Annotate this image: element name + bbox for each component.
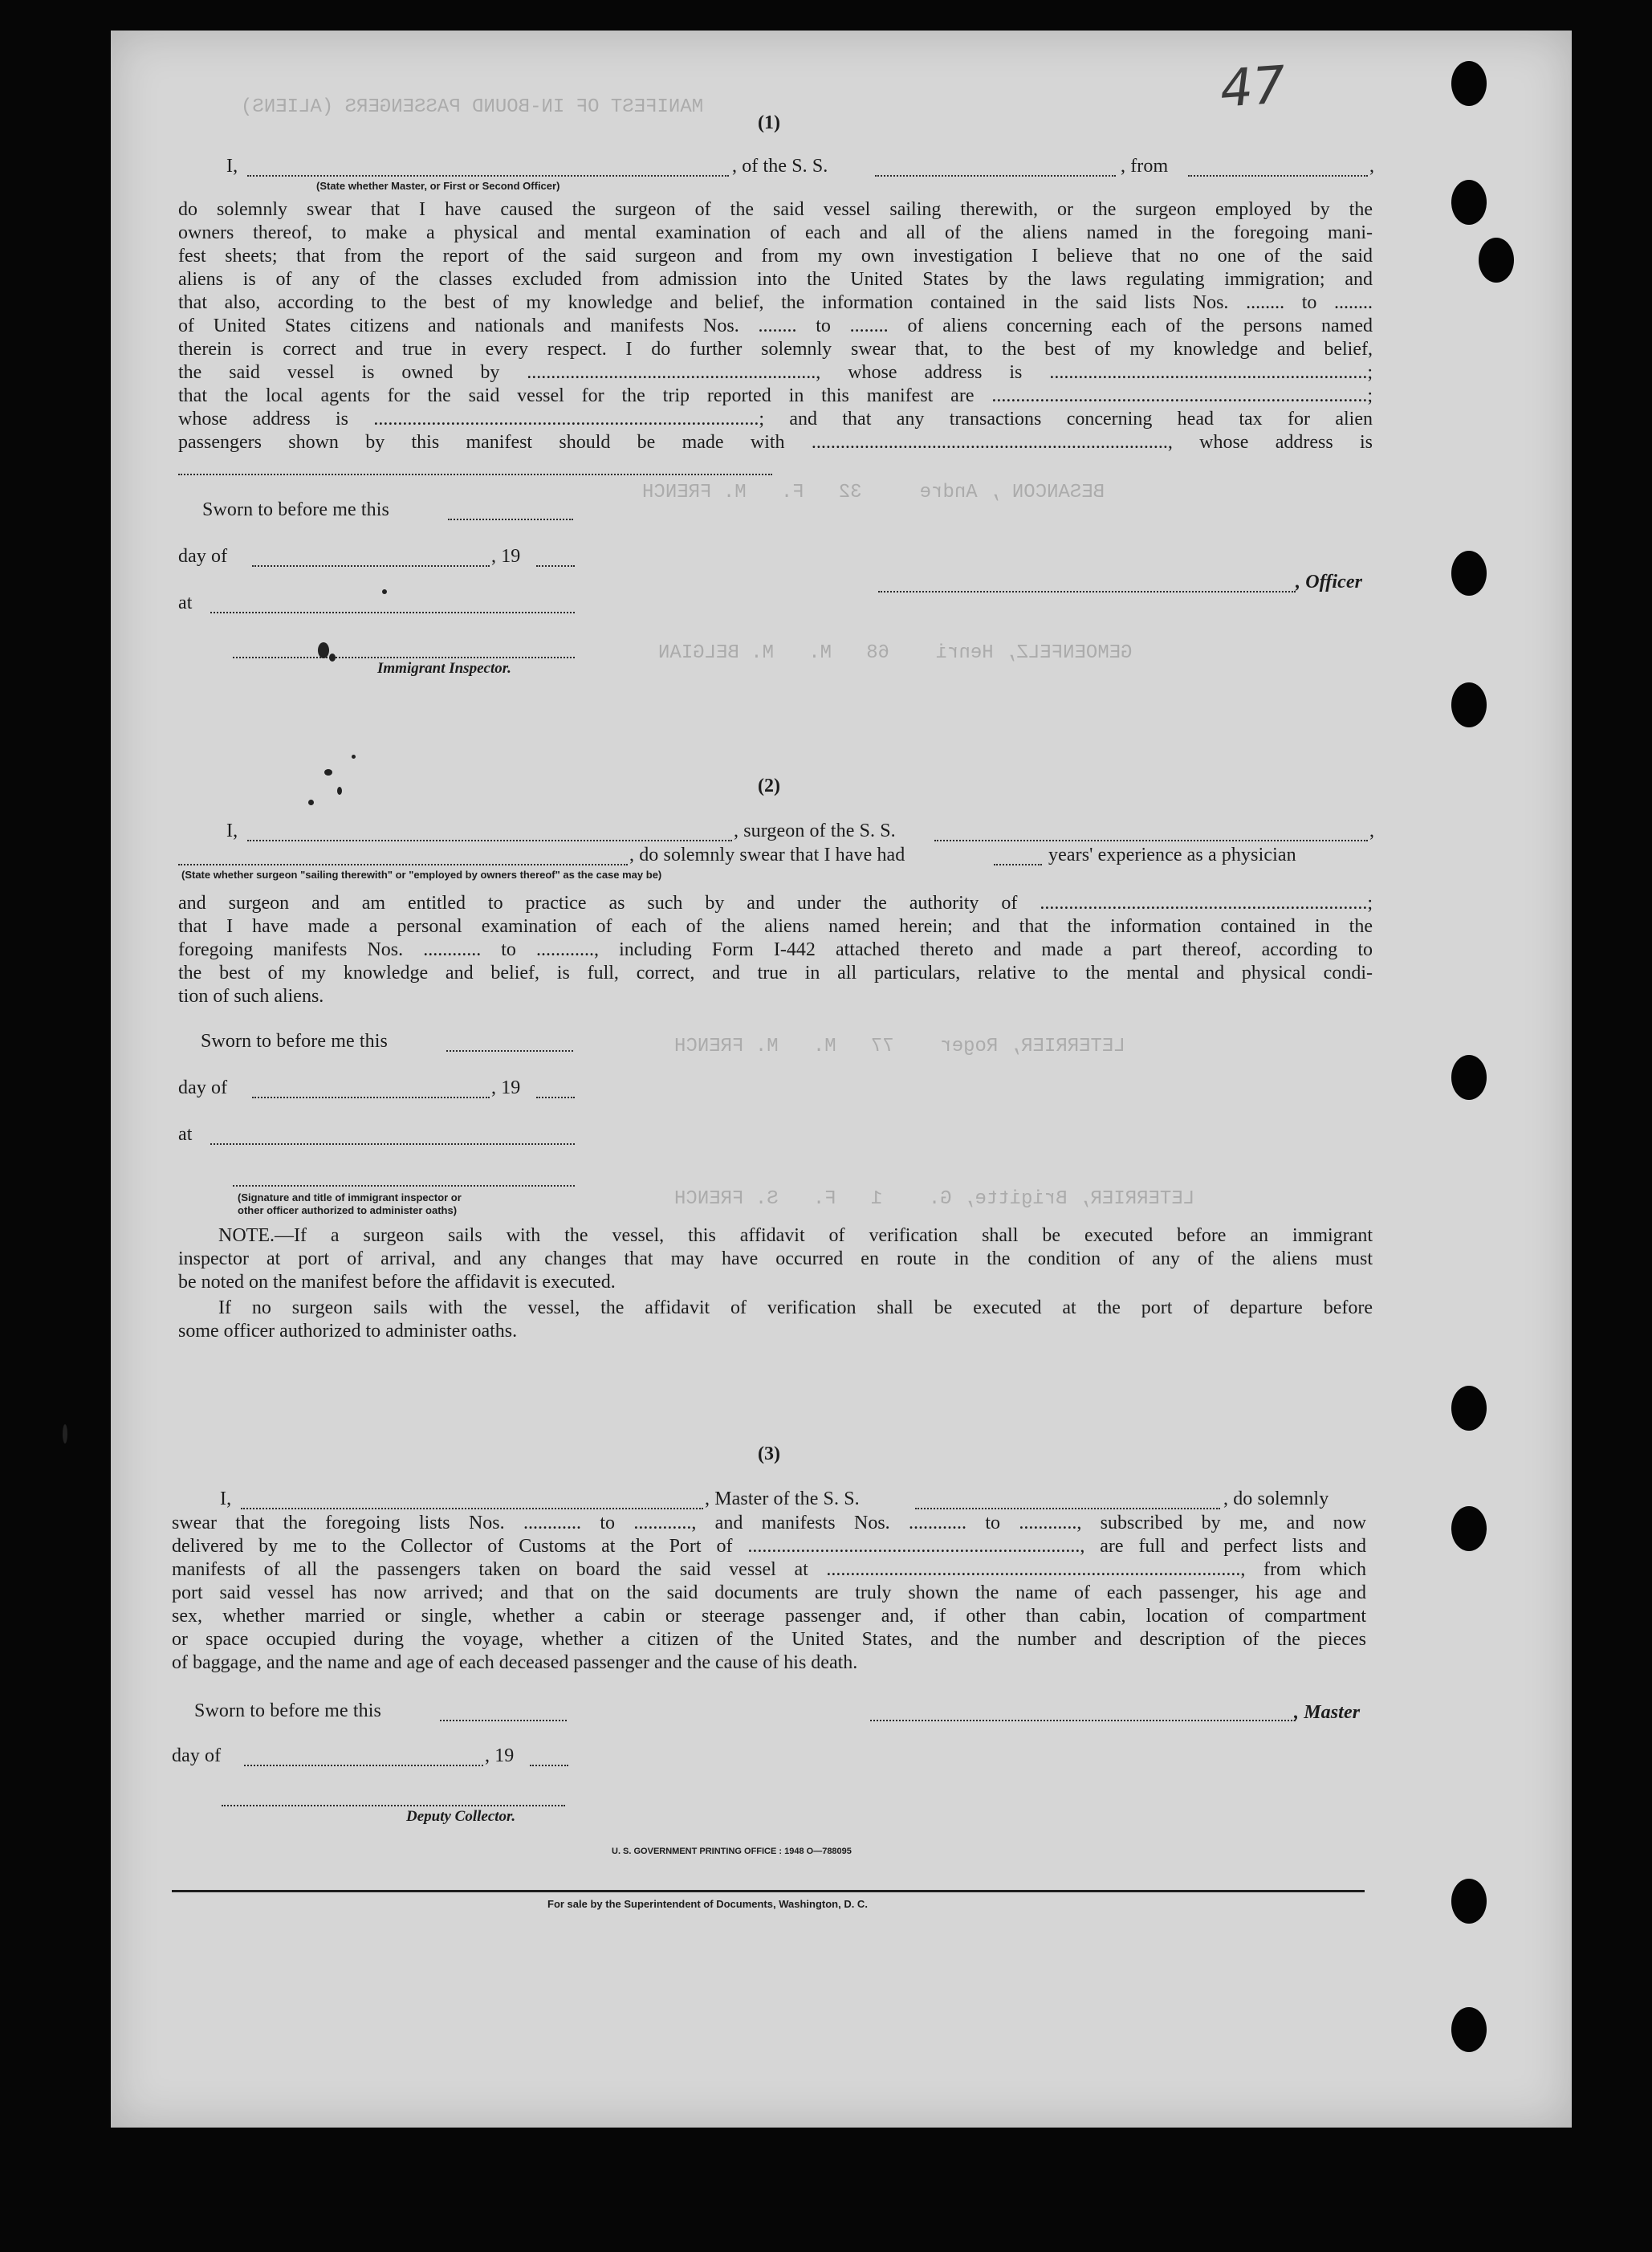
footer-rule xyxy=(172,1890,1365,1892)
section-1-text: that the local agents for the said vessel for the trip reported in this manifest are ..............................................................................; xyxy=(178,385,1373,406)
binder-hole xyxy=(1451,180,1487,225)
binder-hole xyxy=(1479,238,1514,283)
ink-speck xyxy=(318,642,329,658)
year-line xyxy=(530,1765,568,1766)
section-3-day-label: day of xyxy=(172,1745,222,1766)
sworn-date-line xyxy=(440,1720,567,1721)
section-2-comma: , xyxy=(1369,821,1375,841)
officer-signature-line xyxy=(878,591,1296,593)
officer-title: , Officer xyxy=(1296,572,1363,593)
section-2-text: tion of such aliens. xyxy=(178,986,324,1007)
day-line xyxy=(252,1097,490,1098)
bleed-through-text: GEMOENFELZ, Henri 68 M. M. BELGIAN xyxy=(658,642,1133,664)
section-1-text: therein is correct and true in every respect. I do further solemnly swear that, to the best of my knowledge and belief, xyxy=(178,339,1373,360)
ink-speck xyxy=(352,755,356,759)
note-text: NOTE.—If a surgeon sails with the vessel, this affidavit of verification shall be executed before an immigrant xyxy=(218,1225,1373,1246)
section-1-text: aliens is of any of the classes excluded from admission into the United States by the laws regulating immigration; and xyxy=(178,269,1373,290)
section-1-text: fest sheets; that from the report of the said surgeon and from my own investigation I believe that no one of the said xyxy=(178,246,1373,267)
section-2-text: the best of my knowledge and belief, is full, correct, and true in all particulars, relative to the mental and physical condi- xyxy=(178,963,1373,983)
binder-hole xyxy=(1451,1879,1487,1924)
section-3-text: of baggage, and the name and age of each deceased passenger and the cause of his death. xyxy=(172,1652,858,1673)
day-line xyxy=(252,565,490,567)
section-3-heading: (3) xyxy=(758,1444,780,1464)
section-1-text: owners thereof, to make a physical and mental examination of each and all of the aliens named in the foregoing mani- xyxy=(178,222,1373,243)
page-number: 47 xyxy=(1218,55,1288,120)
section-1-vessel-label: , of the S. S. xyxy=(732,156,828,177)
binder-hole xyxy=(1451,1506,1487,1551)
section-1-heading: (1) xyxy=(758,112,780,133)
surgeon-caption: (State whether surgeon "sailing therewith" or "employed by owners thereof" as the case may be) xyxy=(181,869,662,881)
at-line xyxy=(210,612,575,613)
signature-caption: other officer authorized to administer oaths) xyxy=(238,1204,458,1216)
section-1-text: the said vessel is owned by ............................................................, whose address is ..................................................................; xyxy=(178,362,1373,383)
section-2-year-label: , 19 xyxy=(491,1077,521,1098)
bleed-through-text: LETERRIER, Roger 77 M. M. FRENCH xyxy=(674,1036,1125,1057)
inspector-title: Immigrant Inspector. xyxy=(377,660,511,677)
year-line xyxy=(536,1097,575,1098)
day-line xyxy=(244,1765,483,1766)
section-1-text: passengers shown by this manifest should be made with .........................................................................., whose address is xyxy=(178,432,1373,453)
binder-hole xyxy=(1451,61,1487,106)
section-3-solemnly-label: , do solemnly xyxy=(1223,1488,1329,1509)
section-3-year-label: , 19 xyxy=(485,1745,515,1766)
section-2-sworn-label: Sworn to before me this xyxy=(201,1031,388,1052)
section-2-vessel-label: , surgeon of the S. S. xyxy=(734,821,896,841)
section-2-text: and surgeon and am entitled to practice as such by and under the authority of ....................................................................; xyxy=(178,893,1373,914)
bleed-through-text: BESANCON , Andre 32 F. M. FRENCH xyxy=(642,482,1105,503)
surgeon-vessel-line xyxy=(934,840,1368,841)
master-name-line xyxy=(241,1508,703,1509)
officer-name-line xyxy=(247,175,729,177)
sworn-date-line xyxy=(446,1050,573,1052)
binder-hole xyxy=(1451,1386,1487,1431)
section-2-heading: (2) xyxy=(758,776,780,796)
sworn-date-line xyxy=(448,519,573,520)
surgeon-status-line xyxy=(178,864,628,865)
bleed-through-text: LETERRIER, Brigitte, G. 1 F. S. FRENCH xyxy=(674,1188,1195,1210)
ink-speck xyxy=(308,800,314,805)
section-1-from-label: , from xyxy=(1121,156,1169,177)
ink-speck xyxy=(337,787,342,795)
note-text: some officer authorized to administer oaths. xyxy=(178,1321,518,1342)
section-1-at-label: at xyxy=(178,593,193,613)
master-title: , Master xyxy=(1294,1702,1361,1723)
note-text: inspector at port of arrival, and any changes that may have occurred en route in the condition of any of the aliens must xyxy=(178,1248,1373,1269)
section-2-at-label: at xyxy=(178,1124,193,1145)
section-3-text: swear that the foregoing lists Nos. ............ to ............, and manifests Nos. ............ to ............, subscribed by me, and now xyxy=(172,1513,1366,1533)
section-2-text: that I have made a personal examination of each of the aliens named herein; and that the information contained in the xyxy=(178,916,1373,937)
ink-speck xyxy=(329,654,336,662)
section-3-text: sex, whether married or single, whether a cabin or steerage passenger and, if other than cabin, location of compartment xyxy=(172,1606,1366,1627)
section-2-day-label: day of xyxy=(178,1077,228,1098)
section-3-vessel-label: , Master of the S. S. xyxy=(705,1488,860,1509)
section-3-sworn-label: Sworn to before me this xyxy=(194,1700,381,1721)
section-3-text: or space occupied during the voyage, whether a citizen of the United States, and the number and description of the pieces xyxy=(172,1629,1366,1650)
at-line xyxy=(210,1143,575,1145)
officer-caption: (State whether Master, or First or Second Officer) xyxy=(316,180,560,192)
from-port-line xyxy=(1188,175,1368,177)
year-line xyxy=(536,565,575,567)
note-text: be noted on the manifest before the affidavit is executed. xyxy=(178,1272,616,1293)
section-2-swear-label: , do solemnly swear that I have had xyxy=(629,845,905,865)
vessel-name-line xyxy=(875,175,1116,177)
master-signature-line xyxy=(870,1720,1296,1721)
section-1-text: whose address is ................................................................................; and that any transactions concerning head tax for alien xyxy=(178,409,1373,430)
section-1-comma: , xyxy=(1369,156,1375,177)
surgeon-name-line xyxy=(247,840,732,841)
note-text: If no surgeon sails with the vessel, the affidavit of verification shall be executed at the port of departure before xyxy=(218,1297,1373,1318)
binder-hole xyxy=(1451,551,1487,596)
collector-signature-line xyxy=(222,1805,565,1806)
section-3-opening-i: I, xyxy=(220,1488,232,1509)
section-1-opening-i: I, xyxy=(226,156,238,177)
binder-hole xyxy=(1451,1055,1487,1100)
signature-caption: (Signature and title of immigrant inspector or xyxy=(238,1191,462,1203)
binder-hole xyxy=(1451,2007,1487,2052)
ink-speck xyxy=(382,589,387,594)
section-3-text: port said vessel has now arrived; and that on the said documents are truly shown the name of each passenger, his age and xyxy=(172,1582,1366,1603)
experience-line xyxy=(994,864,1042,865)
section-1-text: that also, according to the best of my knowledge and belief, the information contained in the said lists Nos. ........ to ........ xyxy=(178,292,1373,313)
address-line xyxy=(178,474,772,475)
section-1-sworn-label: Sworn to before me this xyxy=(202,499,389,520)
section-1-text: of United States citizens and nationals and manifests Nos. ........ to ........ of aliens concerning each of the persons named xyxy=(178,316,1373,336)
printing-office-imprint: U. S. GOVERNMENT PRINTING OFFICE : 1948 O—788095 xyxy=(612,1847,852,1856)
section-1-text: do solemnly swear that I have caused the surgeon of the said vessel sailing therewith, or the surgeon employed by the xyxy=(178,199,1373,220)
section-2-experience-label: years' experience as a physician xyxy=(1048,845,1296,865)
binder-hole xyxy=(1451,682,1487,727)
section-1-day-label: day of xyxy=(178,546,228,567)
inspector-signature-line xyxy=(233,1185,575,1187)
master-vessel-line xyxy=(915,1508,1220,1509)
for-sale-notice: For sale by the Superintendent of Documents, Washington, D. C. xyxy=(547,1898,868,1910)
ink-speck xyxy=(63,1424,67,1444)
bleed-through-text: MANIFEST OF IN-BOUND PASSENGERS (ALIENS) xyxy=(241,96,704,118)
section-2-text: foregoing manifests Nos. ............ to ............, including Form I-442 attached thereto and made a part thereof, according to xyxy=(178,939,1373,960)
inspector-signature-line xyxy=(233,657,575,658)
section-1-year-label: , 19 xyxy=(491,546,521,567)
section-3-text: delivered by me to the Collector of Customs at the Port of ....................................................................., are full and perfect lists and xyxy=(172,1536,1366,1557)
collector-title: Deputy Collector. xyxy=(406,1808,516,1825)
section-3-text: manifests of all the passengers taken on board the said vessel at ......................................................................................, from which xyxy=(172,1559,1366,1580)
ink-speck xyxy=(324,769,332,776)
section-2-opening-i: I, xyxy=(226,821,238,841)
